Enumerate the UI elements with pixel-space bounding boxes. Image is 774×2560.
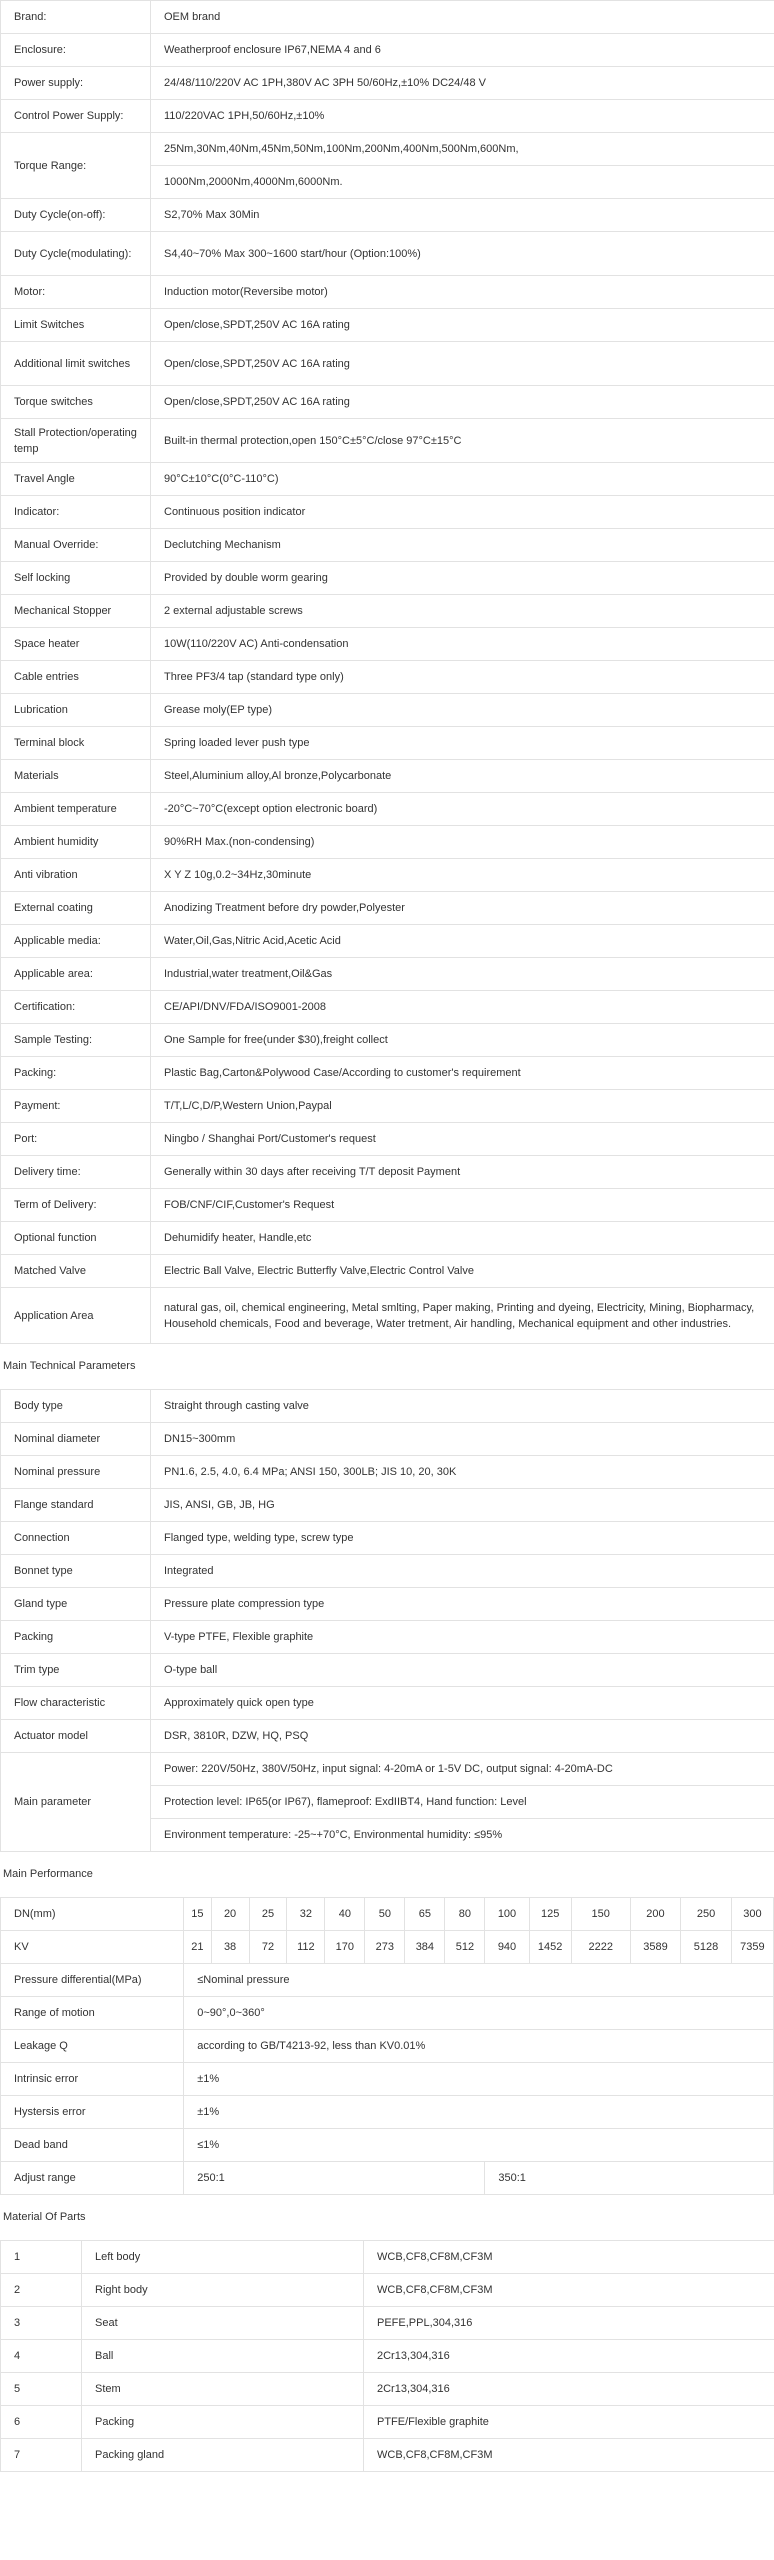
technical-row	[1, 1390, 774, 1423]
parts-row	[1, 2373, 774, 2406]
performance-value: 0~90°,0~360°	[184, 1997, 774, 2030]
kv-value: 5128	[681, 1931, 732, 1964]
spec-value: OEM brand	[151, 1, 774, 34]
adjust-value-1: 250:1	[184, 2162, 485, 2195]
kv-value: 7359	[731, 1931, 773, 1964]
spec-row	[1, 760, 774, 793]
part-name: Right body	[82, 2274, 364, 2307]
performance-value: ±1%	[184, 2063, 774, 2096]
spec-value: 90°C±10°C(0°C-110°C)	[151, 463, 774, 496]
technical-label: Packing	[1, 1621, 151, 1654]
spec-label: Additional limit switches	[1, 342, 151, 386]
spec-row	[1, 199, 774, 232]
spec-value: Dehumidify heater, Handle,etc	[151, 1222, 774, 1255]
kv-value: 38	[211, 1931, 249, 1964]
kv-row	[1, 1931, 774, 1964]
part-number: 4	[1, 2340, 82, 2373]
spec-value: 1000Nm,2000Nm,4000Nm,6000Nm.	[151, 166, 774, 199]
spec-value: Open/close,SPDT,250V AC 16A rating	[151, 342, 774, 386]
spec-row	[1, 925, 774, 958]
spec-row	[1, 232, 774, 276]
kv-value: 940	[485, 1931, 529, 1964]
technical-row	[1, 1555, 774, 1588]
spec-label: Optional function	[1, 1222, 151, 1255]
spec-row	[1, 496, 774, 529]
spec-value: 110/220VAC 1PH,50/60Hz,±10%	[151, 100, 774, 133]
spec-label: Self locking	[1, 562, 151, 595]
part-name: Left body	[82, 2241, 364, 2274]
technical-label: Gland type	[1, 1588, 151, 1621]
kv-value: 72	[249, 1931, 287, 1964]
parts-row	[1, 2307, 774, 2340]
part-name: Stem	[82, 2373, 364, 2406]
performance-label: KV	[1, 1931, 184, 1964]
performance-title: Main Performance	[3, 1868, 93, 1880]
dn-value: 25	[249, 1898, 287, 1931]
adjust-value-2: 350:1	[485, 2162, 774, 2195]
performance-row	[1, 1964, 774, 1997]
kv-value: 512	[445, 1931, 485, 1964]
spec-row	[1, 958, 774, 991]
kv-value: 3589	[630, 1931, 681, 1964]
spec-value: One Sample for free(under $30),freight collect	[151, 1024, 774, 1057]
spec-row	[1, 309, 774, 342]
spec-label: Delivery time:	[1, 1156, 151, 1189]
spec-label: Mechanical Stopper	[1, 595, 151, 628]
parts-row	[1, 2340, 774, 2373]
spec-value: Industrial,water treatment,Oil&Gas	[151, 958, 774, 991]
spec-label: Space heater	[1, 628, 151, 661]
spec-label: Payment:	[1, 1090, 151, 1123]
technical-value-line: Protection level: IP65(or IP67), flameproof: ExdIIBT4, Hand function: Level	[151, 1786, 774, 1819]
technical-title: Main Technical Parameters	[3, 1360, 136, 1372]
dn-value: 125	[529, 1898, 571, 1931]
technical-value: Flanged type, welding type, screw type	[151, 1522, 774, 1555]
kv-value: 1452	[529, 1931, 571, 1964]
spec-row	[1, 1057, 774, 1090]
dn-value: 65	[405, 1898, 445, 1931]
spec-label: Torque switches	[1, 386, 151, 419]
spec-label: Lubrication	[1, 694, 151, 727]
performance-row	[1, 2129, 774, 2162]
performance-label: Hystersis error	[1, 2096, 184, 2129]
part-material: WCB,CF8,CF8M,CF3M	[364, 2274, 774, 2307]
technical-value: DSR, 3810R, DZW, HQ, PSQ	[151, 1720, 774, 1753]
spec-value: Provided by double worm gearing	[151, 562, 774, 595]
dn-value: 32	[287, 1898, 325, 1931]
technical-row	[1, 1720, 774, 1753]
spec-label: Ambient temperature	[1, 793, 151, 826]
spec-value: Steel,Aluminium alloy,Al bronze,Polycarbonate	[151, 760, 774, 793]
spec-label: Application Area	[1, 1288, 151, 1344]
spec-row	[1, 595, 774, 628]
spec-label: Ambient humidity	[1, 826, 151, 859]
performance-table	[0, 1897, 774, 2195]
spec-row	[1, 34, 774, 67]
part-material: WCB,CF8,CF8M,CF3M	[364, 2241, 774, 2274]
spec-value: Induction motor(Reversibe motor)	[151, 276, 774, 309]
spec-label: Limit Switches	[1, 309, 151, 342]
spec-row	[1, 1024, 774, 1057]
spec-value: Built-in thermal protection,open 150°C±5°C/close 97°C±15°C	[151, 419, 774, 463]
performance-value: according to GB/T4213-92, less than KV0.01%	[184, 2030, 774, 2063]
technical-value: PN1.6, 2.5, 4.0, 6.4 MPa; ANSI 150, 300LB; JIS 10, 20, 30K	[151, 1456, 774, 1489]
spec-label: Cable entries	[1, 661, 151, 694]
spec-label: Power supply:	[1, 67, 151, 100]
spec-label: External coating	[1, 892, 151, 925]
performance-row	[1, 1997, 774, 2030]
parts-title: Material Of Parts	[3, 2211, 86, 2223]
dn-value: 150	[571, 1898, 630, 1931]
spec-label: Certification:	[1, 991, 151, 1024]
performance-label: Intrinsic error	[1, 2063, 184, 2096]
part-number: 6	[1, 2406, 82, 2439]
spec-label: Motor:	[1, 276, 151, 309]
technical-label: Bonnet type	[1, 1555, 151, 1588]
technical-row	[1, 1588, 774, 1621]
technical-value: DN15~300mm	[151, 1423, 774, 1456]
spec-value: T/T,L/C,D/P,Western Union,Paypal	[151, 1090, 774, 1123]
performance-value: ±1%	[184, 2096, 774, 2129]
kv-value: 2222	[571, 1931, 630, 1964]
part-material: PTFE/Flexible graphite	[364, 2406, 774, 2439]
part-name: Packing	[82, 2406, 364, 2439]
part-material: 2Cr13,304,316	[364, 2373, 774, 2406]
technical-value: Approximately quick open type	[151, 1687, 774, 1720]
technical-value: Pressure plate compression type	[151, 1588, 774, 1621]
spec-row	[1, 133, 774, 166]
spec-label: Port:	[1, 1123, 151, 1156]
dn-row	[1, 1898, 774, 1931]
spec-label: Indicator:	[1, 496, 151, 529]
performance-label: DN(mm)	[1, 1898, 184, 1931]
spec-row	[1, 661, 774, 694]
parts-row	[1, 2241, 774, 2274]
spec-value: Open/close,SPDT,250V AC 16A rating	[151, 309, 774, 342]
technical-value: Integrated	[151, 1555, 774, 1588]
spec-row	[1, 727, 774, 760]
spec-value: S2,70% Max 30Min	[151, 199, 774, 232]
spec-row	[1, 463, 774, 496]
spec-row	[1, 1123, 774, 1156]
spec-value: Spring loaded lever push type	[151, 727, 774, 760]
dn-value: 300	[731, 1898, 773, 1931]
technical-label: Flow characteristic	[1, 1687, 151, 1720]
spec-row	[1, 991, 774, 1024]
spec-value: Anodizing Treatment before dry powder,Polyester	[151, 892, 774, 925]
technical-label: Connection	[1, 1522, 151, 1555]
spec-row	[1, 628, 774, 661]
technical-value: V-type PTFE, Flexible graphite	[151, 1621, 774, 1654]
dn-value: 100	[485, 1898, 529, 1931]
kv-value: 170	[325, 1931, 365, 1964]
spec-label: Term of Delivery:	[1, 1189, 151, 1222]
spec-row	[1, 1255, 774, 1288]
part-material: WCB,CF8,CF8M,CF3M	[364, 2439, 774, 2472]
spec-value: -20°C~70°C(except option electronic board)	[151, 793, 774, 826]
spec-row	[1, 892, 774, 925]
spec-label: Brand:	[1, 1, 151, 34]
performance-label: Leakage Q	[1, 2030, 184, 2063]
spec-label: Applicable media:	[1, 925, 151, 958]
spec-label: Packing:	[1, 1057, 151, 1090]
spec-row	[1, 342, 774, 386]
dn-value: 15	[184, 1898, 211, 1931]
performance-row	[1, 2030, 774, 2063]
dn-value: 80	[445, 1898, 485, 1931]
part-name: Packing gland	[82, 2439, 364, 2472]
spec-label: Enclosure:	[1, 34, 151, 67]
parts-row	[1, 2406, 774, 2439]
spec-row	[1, 1288, 774, 1344]
technical-label: Body type	[1, 1390, 151, 1423]
dn-value: 20	[211, 1898, 249, 1931]
technical-row	[1, 1654, 774, 1687]
spec-value: Three PF3/4 tap (standard type only)	[151, 661, 774, 694]
spec-value: S4,40~70% Max 300~1600 start/hour (Option:100%)	[151, 232, 774, 276]
part-number: 2	[1, 2274, 82, 2307]
spec-label: Sample Testing:	[1, 1024, 151, 1057]
part-material: 2Cr13,304,316	[364, 2340, 774, 2373]
spec-value: X Y Z 10g,0.2~34Hz,30minute	[151, 859, 774, 892]
spec-row	[1, 1, 774, 34]
spec-row	[1, 562, 774, 595]
spec-value: 10W(110/220V AC) Anti-condensation	[151, 628, 774, 661]
spec-label: Duty Cycle(modulating):	[1, 232, 151, 276]
kv-value: 112	[287, 1931, 325, 1964]
spec-value: Plastic Bag,Carton&Polywood Case/According to customer's requirement	[151, 1057, 774, 1090]
spec-value: Ningbo / Shanghai Port/Customer's request	[151, 1123, 774, 1156]
spec-row	[1, 793, 774, 826]
technical-label: Actuator model	[1, 1720, 151, 1753]
spec-value: 24/48/110/220V AC 1PH,380V AC 3PH 50/60Hz,±10% DC24/48 V	[151, 67, 774, 100]
spec-value: FOB/CNF/CIF,Customer's Request	[151, 1189, 774, 1222]
dn-value: 50	[365, 1898, 405, 1931]
spec-value: Declutching Mechanism	[151, 529, 774, 562]
spec-row	[1, 1090, 774, 1123]
spec-row	[1, 276, 774, 309]
parts-row	[1, 2274, 774, 2307]
spec-value: 25Nm,30Nm,40Nm,45Nm,50Nm,100Nm,200Nm,400Nm,500Nm,600Nm,	[151, 133, 774, 166]
spec-value: natural gas, oil, chemical engineering, Metal smlting, Paper making, Printing and dyeing, Electricity, Mining, Biopharmacy, Household chemicals, Food and beverage, Water tretment, Air handling, Mechanical equipment and other industries.	[151, 1288, 774, 1344]
technical-value: O-type ball	[151, 1654, 774, 1687]
part-material: PEFE,PPL,304,316	[364, 2307, 774, 2340]
technical-row	[1, 1753, 774, 1786]
spec-label: Terminal block	[1, 727, 151, 760]
performance-row	[1, 2063, 774, 2096]
spec-row	[1, 100, 774, 133]
spec-label: Matched Valve	[1, 1255, 151, 1288]
technical-row	[1, 1522, 774, 1555]
part-number: 1	[1, 2241, 82, 2274]
technical-row	[1, 1423, 774, 1456]
technical-value: Straight through casting valve	[151, 1390, 774, 1423]
spec-value: CE/API/DNV/FDA/ISO9001-2008	[151, 991, 774, 1024]
spec-label: Materials	[1, 760, 151, 793]
adjust-row	[1, 2162, 774, 2195]
spec-row	[1, 67, 774, 100]
spec-label: Manual Override:	[1, 529, 151, 562]
technical-row	[1, 1456, 774, 1489]
spec-label: Stall Protection/operating temp	[1, 419, 151, 463]
technical-row	[1, 1687, 774, 1720]
spec-row	[1, 419, 774, 463]
performance-value: ≤Nominal pressure	[184, 1964, 774, 1997]
technical-label: Flange standard	[1, 1489, 151, 1522]
spec-value: 2 external adjustable screws	[151, 595, 774, 628]
spec-label: Torque Range:	[1, 133, 151, 199]
spec-row	[1, 1222, 774, 1255]
spec-row	[1, 694, 774, 727]
performance-label: Adjust range	[1, 2162, 184, 2195]
spec-row	[1, 386, 774, 419]
technical-row	[1, 1489, 774, 1522]
dn-value: 40	[325, 1898, 365, 1931]
part-name: Seat	[82, 2307, 364, 2340]
spec-row	[1, 1189, 774, 1222]
kv-value: 273	[365, 1931, 405, 1964]
spec-label: Duty Cycle(on-off):	[1, 199, 151, 232]
technical-table	[0, 1389, 774, 1852]
performance-value: ≤1%	[184, 2129, 774, 2162]
kv-value: 21	[184, 1931, 211, 1964]
technical-label: Nominal pressure	[1, 1456, 151, 1489]
spec-label: Anti vibration	[1, 859, 151, 892]
technical-value: JIS, ANSI, GB, JB, HG	[151, 1489, 774, 1522]
spec-row	[1, 1156, 774, 1189]
part-name: Ball	[82, 2340, 364, 2373]
technical-label: Main parameter	[1, 1753, 151, 1852]
spec-row	[1, 859, 774, 892]
technical-value-line: Environment temperature: -25~+70°C, Environmental humidity: ≤95%	[151, 1819, 774, 1852]
technical-value-line: Power: 220V/50Hz, 380V/50Hz, input signal: 4-20mA or 1-5V DC, output signal: 4-20mA-DC	[151, 1753, 774, 1786]
spec-row	[1, 826, 774, 859]
technical-label: Nominal diameter	[1, 1423, 151, 1456]
spec-value: Generally within 30 days after receiving T/T deposit Payment	[151, 1156, 774, 1189]
parts-row	[1, 2439, 774, 2472]
spec-value: Water,Oil,Gas,Nitric Acid,Acetic Acid	[151, 925, 774, 958]
performance-label: Dead band	[1, 2129, 184, 2162]
technical-row	[1, 1621, 774, 1654]
spec-row	[1, 529, 774, 562]
performance-label: Pressure differential(MPa)	[1, 1964, 184, 1997]
spec-value: Grease moly(EP type)	[151, 694, 774, 727]
spec-label: Control Power Supply:	[1, 100, 151, 133]
part-number: 7	[1, 2439, 82, 2472]
technical-label: Trim type	[1, 1654, 151, 1687]
dn-value: 200	[630, 1898, 681, 1931]
kv-value: 384	[405, 1931, 445, 1964]
spec-label: Applicable area:	[1, 958, 151, 991]
performance-row	[1, 2096, 774, 2129]
parts-table	[0, 2240, 774, 2472]
part-number: 5	[1, 2373, 82, 2406]
spec-value: Continuous position indicator	[151, 496, 774, 529]
spec-value: 90%RH Max.(non-condensing)	[151, 826, 774, 859]
spec-value: Weatherproof enclosure IP67,NEMA 4 and 6	[151, 34, 774, 67]
performance-label: Range of motion	[1, 1997, 184, 2030]
dn-value: 250	[681, 1898, 732, 1931]
part-number: 3	[1, 2307, 82, 2340]
spec-value: Open/close,SPDT,250V AC 16A rating	[151, 386, 774, 419]
spec-label: Travel Angle	[1, 463, 151, 496]
spec-value: Electric Ball Valve, Electric Butterfly Valve,Electric Control Valve	[151, 1255, 774, 1288]
